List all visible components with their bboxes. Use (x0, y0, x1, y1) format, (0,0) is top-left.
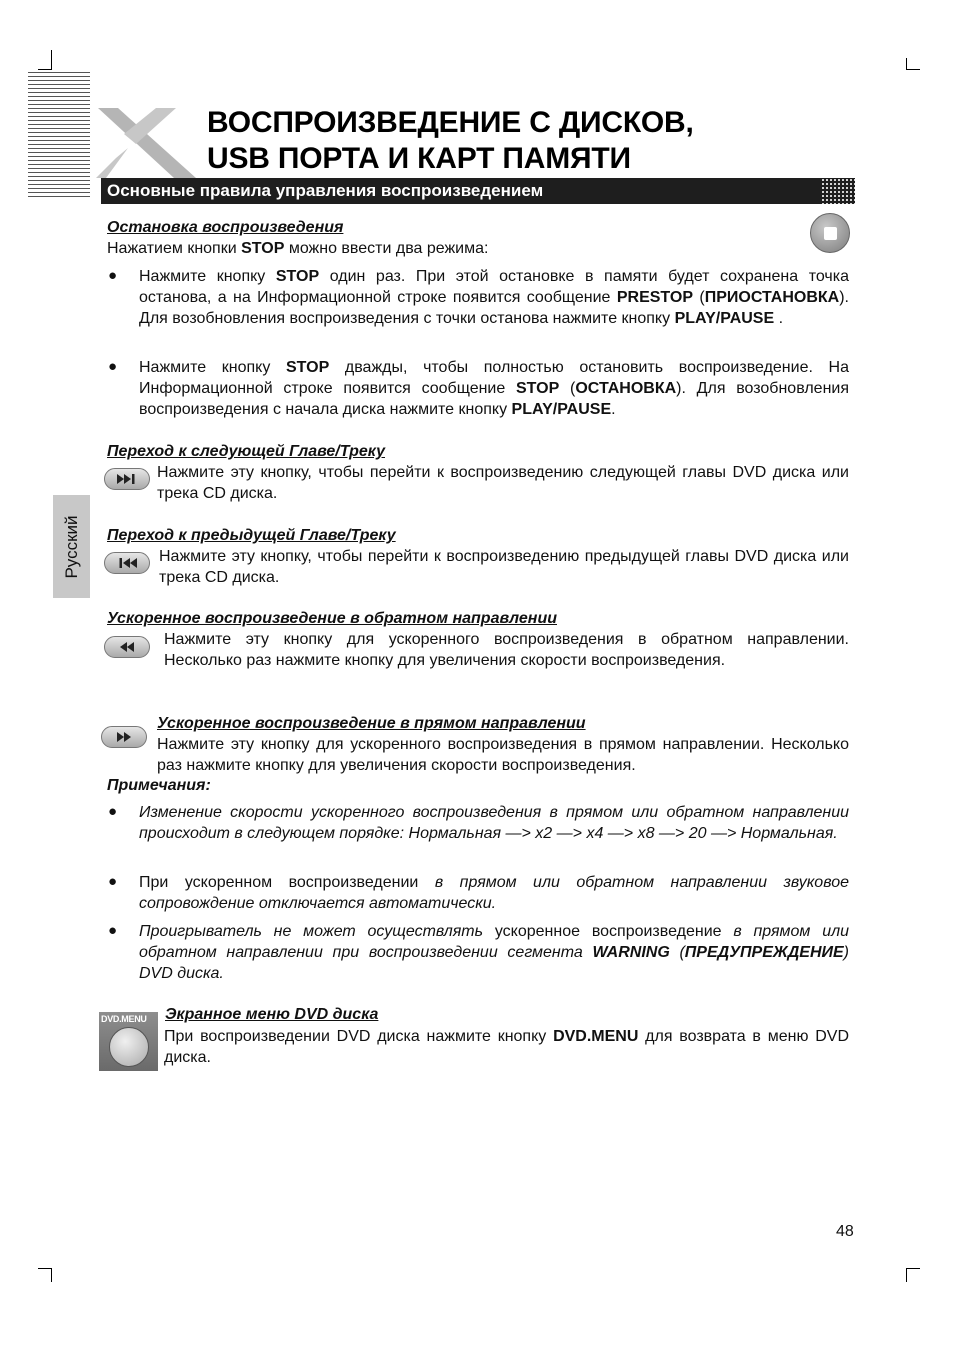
page-title-line2: USB ПОРТА И КАРТ ПАМЯТИ (207, 142, 631, 175)
crop-mark (38, 69, 52, 70)
crop-mark (38, 1268, 52, 1269)
crop-mark (51, 50, 52, 70)
stop-heading: Остановка воспроизведения (107, 219, 344, 236)
stop-bullet-1: Нажмите кнопку STOP один раз. При этой остановке в памяти будет сохранена точка останова, а на Информационной строке появится сообщение PRESTOP (ПРИОСТАНОВКА). Для возобновления воспроизведения с точки останова нажмите кнопку PLAY/PAUSE . (139, 268, 849, 327)
page-number: 48 (836, 1223, 854, 1240)
fast-forward-heading: Ускоренное воспроизведение в прямом направлении (157, 715, 586, 732)
dvd-menu-button-label: DVD.MENU (101, 1014, 147, 1024)
bullet-icon: ● (108, 803, 118, 820)
crop-mark (51, 1268, 52, 1282)
stop-bullet-2: Нажмите кнопку STOP дважды, чтобы полностью остановить воспроизведение. На Информационной строке появится сообщение STOP (ОСТАНОВКА). Для возобновления воспроизведения с начала диска нажмите кнопку PLAY/PAUSE. (139, 359, 850, 418)
note-2: При ускоренном воспроизведении в прямом или обратном направлении звуковое сопровождение отключается автоматически. (139, 874, 849, 912)
bullet-icon: ● (108, 267, 118, 284)
language-tab-label: Русский (61, 514, 81, 579)
rewind-text: Нажмите эту кнопку для ускоренного воспроизведения в обратном направлении. Несколько раз нажмите кнопку для увеличения скорости воспроизведения. (164, 631, 849, 669)
note-1: Изменение скорости ускоренного воспроизведения в прямом или обратном направлении происходит в следующем порядке: Нормальная —> x2 —> x4 —> x8 —> 20 —> Нормальная. (139, 804, 849, 842)
dvd-menu-heading: Экранное меню DVD диска (165, 1006, 379, 1023)
crop-mark (906, 1268, 920, 1269)
next-text: Нажмите эту кнопку, чтобы перейти к воспроизведению следующей главы DVD диска или трека CD диска. (157, 464, 849, 502)
next-track-icon (104, 468, 150, 490)
prev-text: Нажмите эту кнопку, чтобы перейти к воспроизведению предыдущей главы DVD диска или трека CD диска. (159, 548, 849, 586)
section-bar-dots (821, 178, 855, 204)
rewind-icon (104, 636, 150, 658)
header-stripes (28, 72, 90, 200)
rewind-heading: Ускоренное воспроизведение в обратном направлении (107, 610, 557, 627)
section-title: Основные правила управления воспроизведением (107, 181, 544, 200)
notes-heading: Примечания: (107, 777, 211, 794)
stop-intro: Нажатием кнопки STOP можно ввести два режима: (107, 240, 489, 257)
crop-mark (906, 69, 920, 70)
note-3: Проигрыватель не может осуществлять ускоренное воспроизведение в прямом или обратном направлении при воспроизведении сегмента WARNING (ПРЕДУПРЕЖДЕНИЕ) DVD диска. (139, 923, 850, 982)
fast-forward-text: Нажмите эту кнопку для ускоренного воспроизведения в прямом направлении. Несколько раз нажмите кнопку для увеличения скорости воспроизведения. (157, 736, 849, 774)
next-heading: Переход к следующей Главе/Треку (107, 443, 385, 460)
page-title-line1: ВОСПРОИЗВЕДЕНИЕ С ДИСКОВ, (207, 106, 694, 139)
language-tab (53, 495, 90, 598)
dvd-menu-button-image (99, 1012, 158, 1071)
brand-x-logo-icon (96, 104, 206, 182)
bullet-icon: ● (108, 873, 118, 890)
bullet-icon: ● (108, 922, 118, 939)
page-title (207, 105, 694, 177)
bullet-icon: ● (108, 358, 118, 375)
fast-forward-icon (101, 726, 147, 748)
dvd-menu-text: При воспроизведении DVD диска нажмите кнопку DVD.MENU для возврата в меню DVD диска. (164, 1028, 849, 1066)
dvd-menu-knob (109, 1027, 149, 1067)
prev-track-icon (104, 552, 150, 574)
stop-icon (810, 213, 850, 253)
crop-mark (906, 1268, 907, 1282)
section-header-bar (101, 178, 855, 204)
prev-heading: Переход к предыдущей Главе/Треку (107, 527, 396, 544)
